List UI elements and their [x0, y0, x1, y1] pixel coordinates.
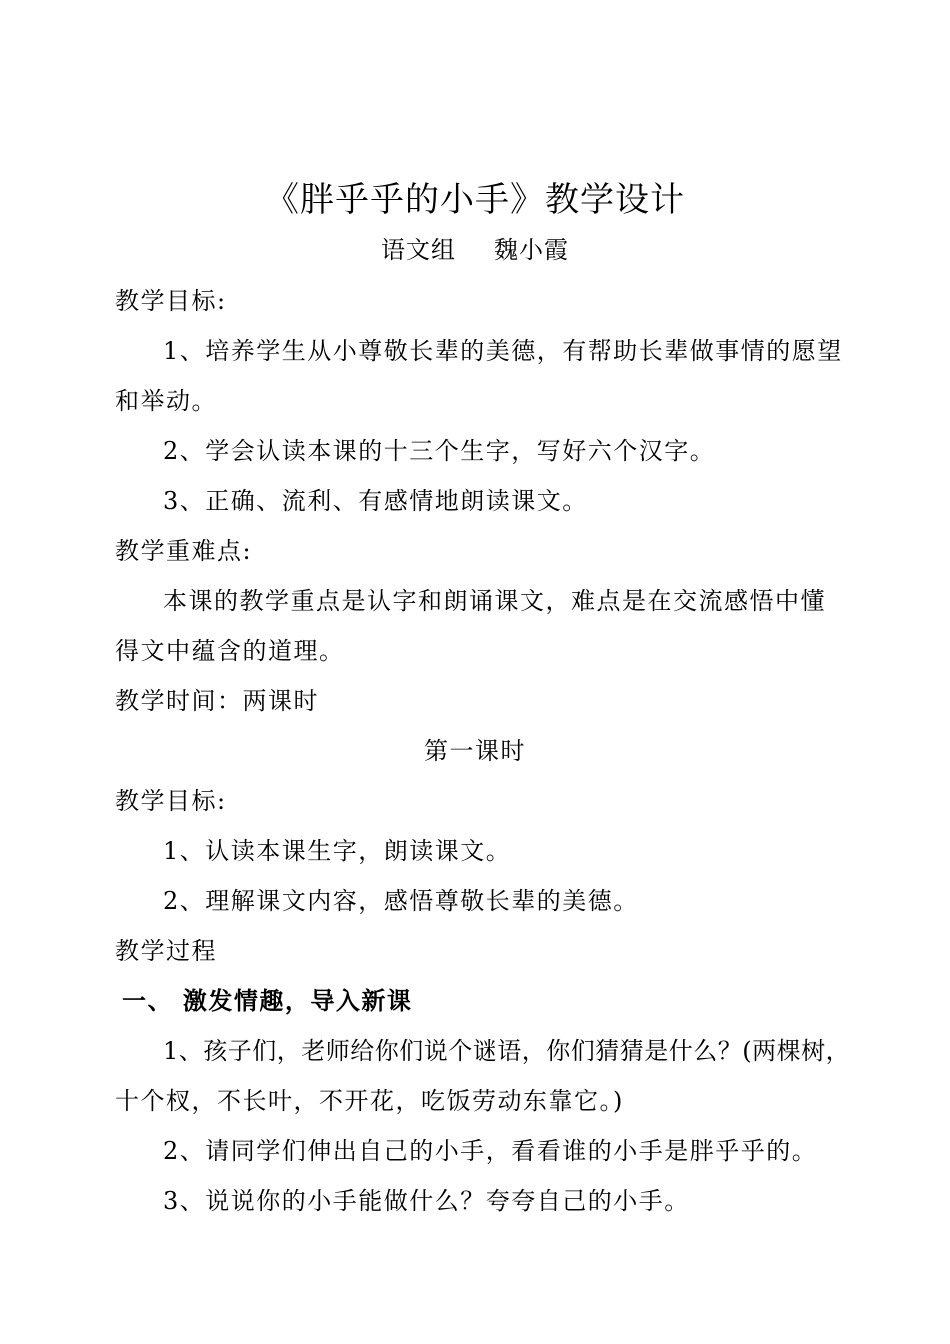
author-name: 魏小霞	[494, 236, 569, 264]
author-group: 语文组	[381, 236, 456, 264]
goal-1-line1: 1、培养学生从小尊敬长辈的美德，有帮助长辈做事情的愿望	[163, 337, 843, 365]
goals-heading: 教学目标:	[115, 287, 227, 315]
document-title: 《胖乎乎的小手》教学设计	[265, 180, 685, 220]
step-1-line2: 十个杈，不长叶，不开花，吃饭劳动东靠它。)	[115, 1087, 624, 1115]
teaching-time: 教学时间：两课时	[115, 687, 319, 715]
goal-1-line2: 和举动。	[115, 387, 217, 415]
lesson-one-goals-heading: 教学目标:	[115, 787, 227, 815]
step-3: 3、说说你的小手能做什么？夸夸自己的小手。	[163, 1187, 690, 1215]
step-1-line1: 1、孩子们，老师给你们说个谜语，你们猜猜是什么？(两棵树，	[163, 1037, 851, 1065]
lesson-one-goal-1: 1、认读本课生字，朗读课文。	[163, 837, 512, 865]
author-line	[0, 235, 950, 265]
lesson-one-goal-2: 2、理解课文内容，感悟尊敬长辈的美德。	[163, 887, 639, 915]
process-heading: 教学过程	[115, 937, 217, 965]
key-points-heading: 教学重难点:	[115, 537, 253, 565]
key-points-line2: 得文中蕴含的道理。	[115, 637, 345, 665]
lesson-one-title: 第一课时	[424, 737, 526, 765]
goal-2: 2、学会认读本课的十三个生字，写好六个汉字。	[163, 437, 716, 465]
goal-3: 3、正确、流利、有感情地朗读课文。	[163, 487, 588, 515]
section-one-heading: 一、 激发情趣，导入新课	[122, 987, 413, 1015]
key-points-line1: 本课的教学重点是认字和朗诵课文，难点是在交流感悟中懂	[163, 587, 826, 615]
step-2: 2、请同学们伸出自己的小手，看看谁的小手是胖乎乎的。	[163, 1137, 818, 1165]
